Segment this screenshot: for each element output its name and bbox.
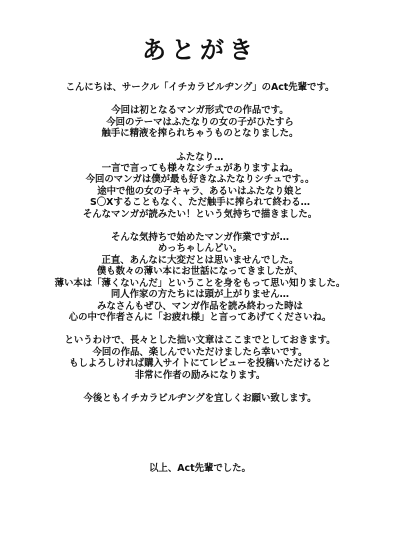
text-line: 触手に精液を搾られちゃうものとなりました。 [101,128,299,140]
text-line: 今後ともイチカラビルヂングを宜しくお願い致します。 [83,392,317,404]
text-line: 途中で他の女の子キャラ、あるいはふたなり娘と [97,185,303,197]
paragraph-work [20,232,380,323]
text-line: ふたなり… [176,151,224,163]
text-line: S〇Xすることもなく、ただ触手に搾られて終わる… [89,197,311,209]
text-line: もしよろしければ購入サイトにてレビューを投稿いただけると [69,358,331,370]
text-line: そんな気持ちで始めたマンガ作業ですが… [110,232,290,244]
text-line: そんなマンガが読みたい！という気持ちで描きました。 [82,208,318,220]
page-title: あとがき [142,36,258,64]
text-line: 今回のマンガは僕が最も好きなふたなりシチュです。。 [85,174,315,186]
afterword-body [20,82,380,416]
paragraph-regards [20,393,380,404]
paragraph-closing [20,335,380,381]
paragraph-greeting [20,82,380,93]
text-line: 薄い本は「薄くないんだ」ということを身をもって思い知りました。 [54,277,346,289]
text-line: というわけで、長々とした拙い文章はここまでとしておきます。 [64,335,336,347]
text-line: 同人作家の方たちには頭が上がりません… [110,289,290,301]
paragraph-theme [20,105,380,139]
text-line: 今回の作品、楽しんでいただけましたら幸いです。 [92,346,308,358]
text-line: みなさんもぜひ、マンガ作品を読み終わった時は [97,300,303,312]
text-line: こんにちは、サークル「イチカラビルヂング」のAct先輩です。 [65,82,335,93]
signoff: 以上、Act先輩でした。 [149,463,251,474]
text-line: 心の中で作者さんに「お疲れ様」と言ってあげてくださいね。 [68,311,332,323]
text-line: 今回は初となるマンガ形式での作品です。 [111,105,289,117]
text-line: 正直、あんなに大変だとは思いませんでした。 [101,254,299,266]
text-line: 今回のテーマはふたなりの女の子がひたすら [106,116,294,128]
text-line: 僕も数々の薄い本にお世話になってきましたが、 [96,266,304,278]
text-line: 一言で言っても様々なシチュがありますよね。 [101,163,299,175]
text-line: めっちゃしんどい。 [157,243,243,255]
paragraph-futanari [20,152,380,220]
text-line: 非常に作者の励みになります。 [134,369,266,381]
